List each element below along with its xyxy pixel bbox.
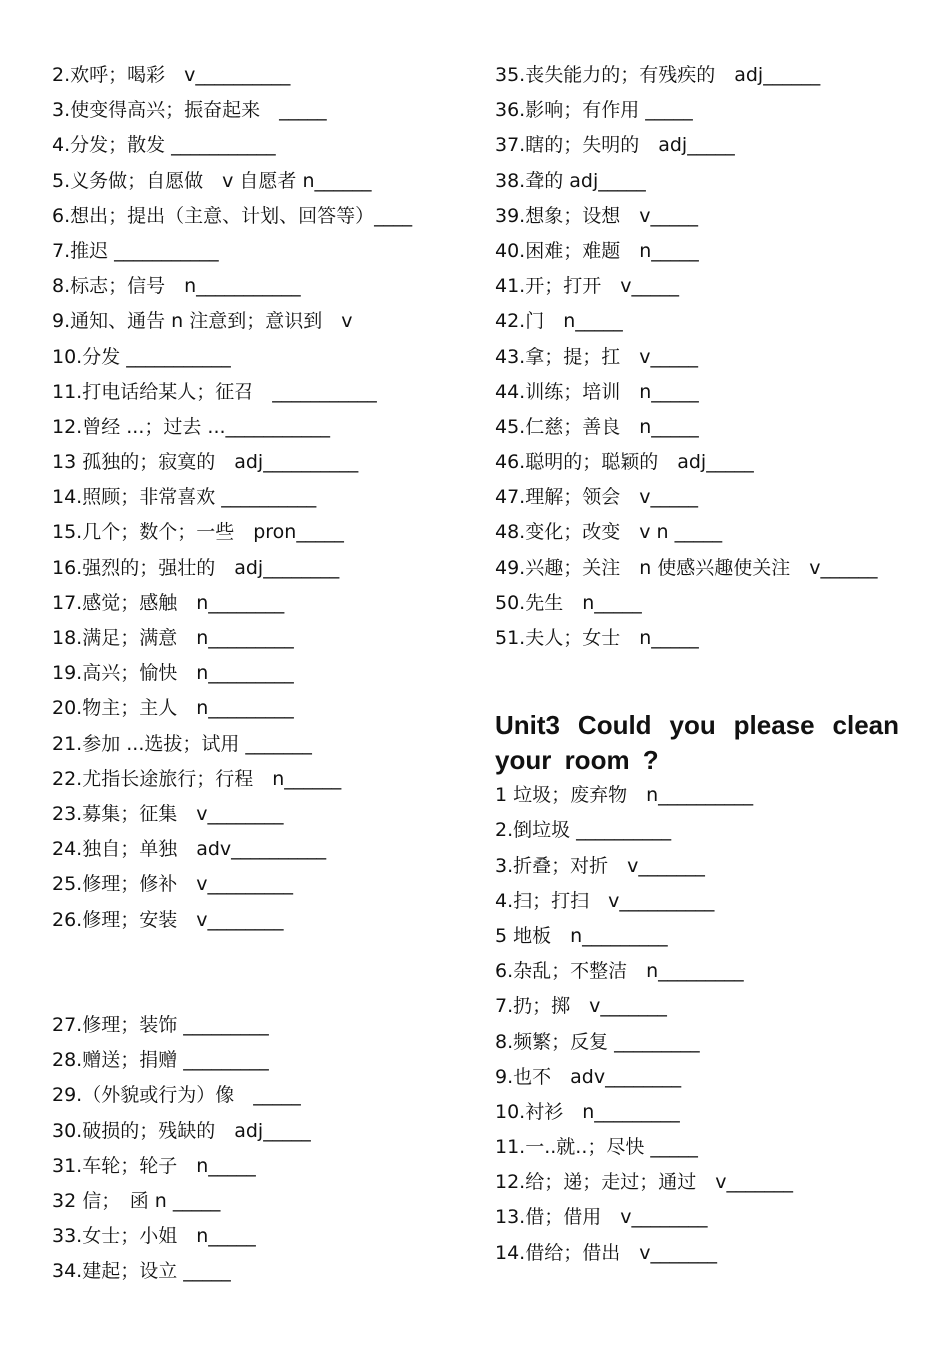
vocab-item: 5.义务做；自愿做 v 自愿者 n______ <box>52 169 372 192</box>
vocab-item: 8.频繁；反复 _________ <box>495 1030 700 1053</box>
vocab-item: 2.倒垃圾 __________ <box>495 819 672 842</box>
vocab-item: 6.杂乱；不整洁 n_________ <box>495 960 744 983</box>
vocab-list-left-a <box>52 58 472 938</box>
vocab-item: 34.建起；设立 _____ <box>52 1260 231 1283</box>
vocab-item: 42.门 n_____ <box>495 310 623 333</box>
vocab-item: 13 孤独的；寂寞的 adj__________ <box>52 451 359 474</box>
vocab-list-left-b <box>52 1008 472 1290</box>
vocab-item: 11.一..就..；尽快 _____ <box>495 1136 698 1159</box>
vocab-item: 29.（外貌或行为）像 _____ <box>52 1084 301 1107</box>
vocab-item: 44.训练；培训 n_____ <box>495 380 699 403</box>
section-gap <box>495 656 915 708</box>
vocab-item: 46.聪明的；聪颖的 adj_____ <box>495 451 754 474</box>
vocab-item: 13.借；借用 v________ <box>495 1206 708 1229</box>
vocab-list-right <box>495 58 915 656</box>
vocab-item: 19.高兴；愉快 n_________ <box>52 662 294 685</box>
vocab-item: 17.感觉；感触 n________ <box>52 591 285 614</box>
vocab-item: 32 信； 函 n _____ <box>52 1190 221 1213</box>
vocab-item: 9.也不 adv________ <box>495 1065 682 1088</box>
vocab-item: 39.想象；设想 v_____ <box>495 204 698 227</box>
vocab-item: 40.困难；难题 n_____ <box>495 239 699 262</box>
vocab-item: 4.分发；散发 ___________ <box>52 134 276 157</box>
vocab-item: 6.想出；提出（主意、计划、回答等）____ <box>52 204 413 227</box>
vocab-item: 36.影响；有作用 _____ <box>495 99 693 122</box>
vocab-item: 15.几个；数个；一些 pron_____ <box>52 521 344 544</box>
vocab-item: 23.募集；征集 v________ <box>52 802 284 825</box>
vocab-item: 10.衬衫 n_________ <box>495 1100 680 1123</box>
vocab-item: 7.推迟 ___________ <box>52 239 219 262</box>
vocab-item: 12.给；递；走过；通过 v_______ <box>495 1171 793 1194</box>
vocab-item: 38.聋的 adj_____ <box>495 169 646 192</box>
vocab-list-unit3 <box>495 778 915 1271</box>
left-column <box>52 58 472 1290</box>
vocab-item: 4.扫；打扫 v__________ <box>495 889 715 912</box>
vocab-item: 21.参加 ...选拔；试用 _______ <box>52 732 312 755</box>
vocab-item: 37.瞎的；失明的 adj_____ <box>495 134 735 157</box>
vocab-item: 26.修理；安装 v________ <box>52 908 284 931</box>
vocab-item: 16.强烈的；强壮的 adj________ <box>52 556 340 579</box>
vocab-item: 14.借给；借出 v_______ <box>495 1241 717 1264</box>
vocab-item: 2.欢呼；喝彩 v__________ <box>52 64 291 86</box>
vocab-item: 12.曾经 ...；过去 ...___________ <box>52 415 331 438</box>
vocab-item: 18.满足；满意 n_________ <box>52 627 294 649</box>
vocab-item: 5 地板 n_________ <box>495 924 668 947</box>
vocab-item: 9.通知、通告 n 注意到；意识到 v <box>52 310 353 333</box>
vocab-item: 27.修理；装饰 _________ <box>52 1014 269 1037</box>
vocab-item: 51.夫人；女士 n_____ <box>495 627 699 649</box>
vocab-item: 41.开；打开 v_____ <box>495 275 679 298</box>
vocab-item: 48.变化；改变 v n _____ <box>495 521 723 544</box>
vocab-item: 14.照顾；非常喜欢 __________ <box>52 486 317 509</box>
vocab-item: 22.尤指长途旅行；行程 n______ <box>52 767 342 790</box>
right-column <box>495 58 915 1271</box>
vocab-item: 49.兴趣；关注 n 使感兴趣使关注 v______ <box>495 556 878 579</box>
vocab-item: 7.扔；掷 v_______ <box>495 995 667 1018</box>
vocab-item: 30.破损的；残缺的 adj_____ <box>52 1119 311 1142</box>
vocab-item: 50.先生 n_____ <box>495 591 642 614</box>
vocab-item: 31.车轮；轮子 n_____ <box>52 1154 256 1177</box>
vocab-item: 3.折叠；对折 v_______ <box>495 854 705 877</box>
vocab-item: 47.理解；领会 v_____ <box>495 486 698 509</box>
vocab-item: 25.修理；修补 v_________ <box>52 873 293 896</box>
vocab-item: 43.拿；提；扛 v_____ <box>495 345 698 368</box>
vocab-item: 33.女士；小姐 n_____ <box>52 1225 256 1248</box>
vocab-item: 35.丧失能力的；有残疾的 adj______ <box>495 64 821 86</box>
vocab-item: 8.标志；信号 n___________ <box>52 275 301 298</box>
vocab-item: 1 垃圾；废弃物 n__________ <box>495 784 754 807</box>
section-gap <box>52 938 472 1008</box>
vocab-item: 10.分发 ___________ <box>52 345 231 368</box>
vocab-item: 28.赠送；捐赠 _________ <box>52 1049 269 1072</box>
vocab-item: 3.使变得高兴；振奋起来 _____ <box>52 99 327 122</box>
vocab-item: 45.仁慈；善良 n_____ <box>495 415 699 438</box>
vocab-item: 11.打电话给某人；征召 ___________ <box>52 380 377 403</box>
vocab-item: 24.独自；单独 adv__________ <box>52 838 327 861</box>
unit3-heading: Unit3 Could you please clean your room ? <box>495 710 899 776</box>
vocab-item: 20.物主；主人 n_________ <box>52 697 294 720</box>
